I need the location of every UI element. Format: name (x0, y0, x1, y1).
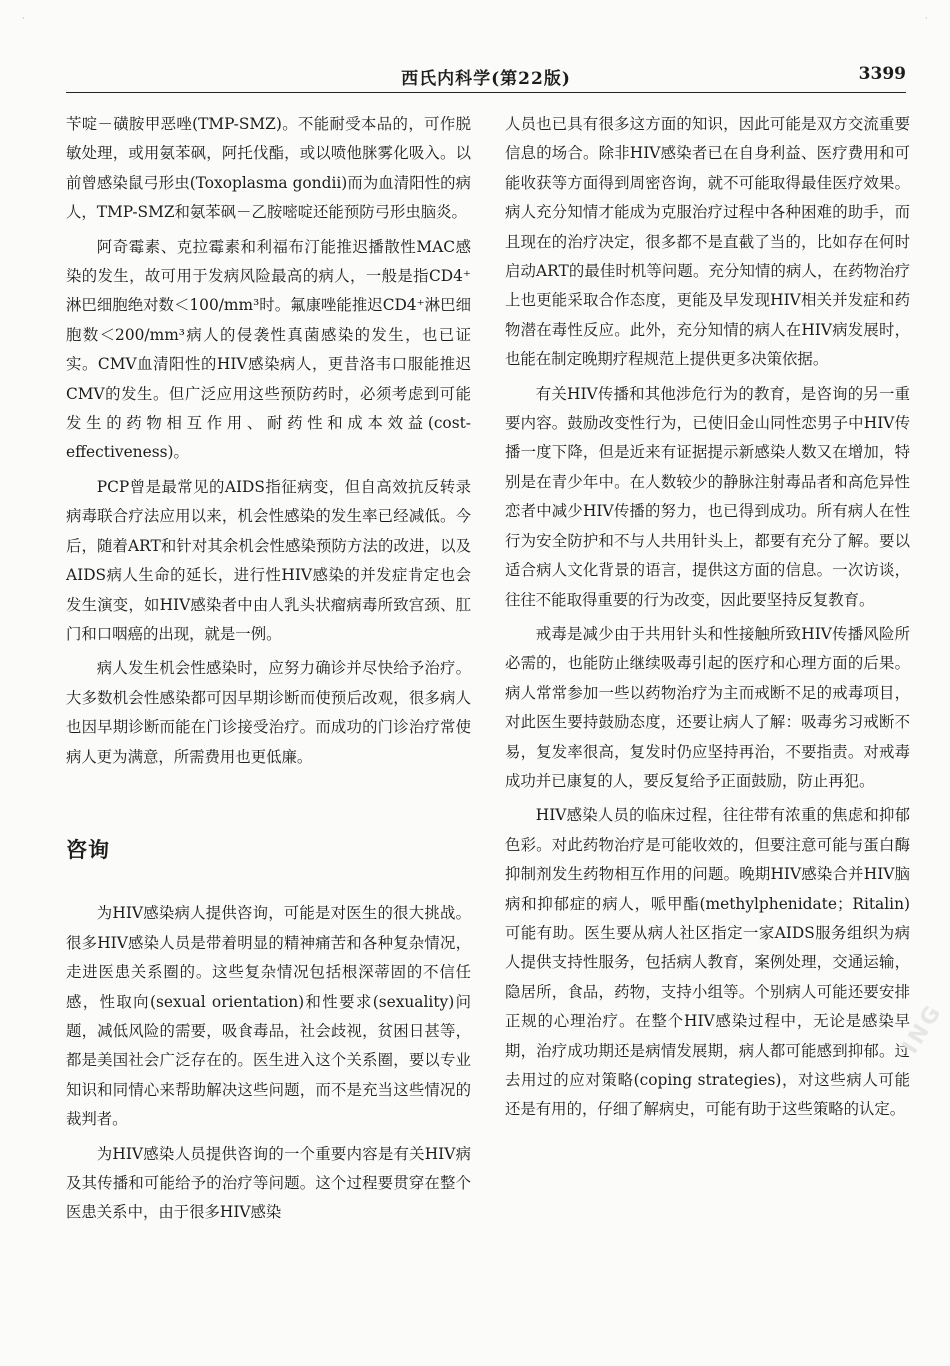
running-header (66, 64, 906, 90)
paragraph-mac-prophylaxis: 阿奇霉素、克拉霉素和利福布汀能推迟播散性MAC感染的发生，故可用于发病风险最高的病人，一般是指CD4⁺淋巴细胞绝对数＜100/mm³时。氟康唑能推迟CD4⁺淋巴细胞数＜200/mm³病人的侵袭性真菌感染的发生，也已证实。CMV血清阳性的HIV感染病人，更昔洛韦口服能推迟CMV的发生。但广泛应用这些预防药时，必须考虑到可能发生的药物相互作用、耐药性和成本效益(cost-effectiveness)。 (66, 237, 471, 462)
paragraph-counseling-content: 为HIV感染人员提供咨询的一个重要内容是有关HIV病及其传播和可能给予的治疗等问题。这个过程要贯穿在整个医患关系中，由于很多HIV感染 (66, 1144, 471, 1222)
book-title: 西氏内科学(第22版) (401, 69, 571, 89)
right-column (505, 110, 910, 1130)
scan-dot: · (22, 14, 25, 23)
paragraph-treatment: 病人发生机会性感染时，应努力确诊并尽快给予治疗。大多数机会性感染都可因早期诊断而使预后改观，很多病人也因早期诊断而能在门诊接受治疗。而成功的门诊治疗常使病人更为满意，所需费用也更低廉。 (66, 659, 471, 766)
paragraph-anxiety-depression: HIV感染人员的临床过程，往往带有浓重的焦虑和抑郁色彩。对此药物治疗是可能收效的，但要注意可能与蛋白酶抑制剂发生药物相互作用的问题。晚期HIV感染合并HIV脑病和抑郁症的病人，哌甲酯(methylphenidate；Ritalin)可能有助。医生要从病人社区指定一家AIDS服务组织为病人提供支持性服务，包括病人教育，案例处理，交通运输，隐居所，食品，药物，支持小组等。个别病人可能还要安排正规的心理治疗。在整个HIV感染过程中，无论是感染早期，治疗成功期还是病情发展期，病人都可能感到抑郁。过去用过的应对策略(coping strategies)，对这些病人可能还是有用的，仔细了解病史，可能有助于这些策略的认定。 (505, 806, 910, 1119)
page-number: 3399 (858, 64, 906, 84)
paragraph-prophylaxis-continued: 苄啶－磺胺甲恶唑(TMP-SMZ)。不能耐受本品的，可作脱敏处理，或用氨苯砜，阿托伐酯，或以喷他脒雾化吸入。以前曾感染鼠弓形虫(Toxoplasma gondii)而为血清阳性的病人，TMP-SMZ和氨苯砜－乙胺嘧啶还能预防弓形虫脑炎。 (66, 115, 471, 222)
section-heading-counseling: 咨询 (66, 837, 110, 862)
paragraph-informed-patient: 人员也已具有很多这方面的知识，因此可能是双方交流重要信息的场合。除非HIV感染者已在自身利益、医疗费用和可能收获等方面得到周密咨询，就不可能取得最佳医疗效果。病人充分知情才能成为克服治疗过程中各种困难的助手，而且现在的治疗决定，很多都不是直截了当的，比如存在何时启动ART的最佳时机等问题。充分知情的病人，在药物治疗上也更能采取合作态度，更能及早发现HIV相关并发症和药物潜在毒性反应。此外，充分知情的病人在HIV病发展时，也能在制定晚期疗程规范上提供更多决策依据。 (505, 115, 910, 369)
left-column (66, 110, 471, 1233)
scan-dot: · (925, 14, 928, 23)
paragraph-drug-rehab: 戒毒是减少由于共用针头和性接触所致HIV传播风险所必需的，也能防止继续吸毒引起的医疗和心理方面的后果。病人常常参加一些以药物治疗为主而戒断不足的戒毒项目，对此医生要持鼓励态度，还要让病人了解：吸毒劣习戒断不易，复发率很高，复发时仍应坚持再治，不要指责。对戒毒成功并已康复的人，要反复给予正面鼓励，防止再犯。 (505, 624, 910, 790)
paragraph-transmission-education: 有关HIV传播和其他涉危行为的教育，是咨询的另一重要内容。鼓励改变性行为，已使旧金山同性恋男子中HIV传播一度下降，但是近来有证据提示新感染人数又在增加，特别是在青少年中。在人数较少的静脉注射毒品者和高危异性恋者中减少HIV传播的努力，也已得到成功。所有病人在性行为安全防护和不与人共用针头上，都要有充分了解。要以适合病人文化背景的语言，提供这方面的信息。一次访谈，往往不能取得重要的行为改变，因此要坚持反复教育。 (505, 384, 910, 609)
paragraph-counseling-challenge: 为HIV感染病人提供咨询，可能是对医生的很大挑战。很多HIV感染人员是带着明显的精神痛苦和各种复杂情况，走进医患关系圈的。这些复杂情况包括根深蒂固的不信任感，性取向(sexual orientation)和性要求(sexuality)问题，减低风险的需要，吸食毒品，社会歧视，贫困日甚等，都是美国社会广泛存在的。医生进入这个关系圈，要以专业知识和同情心来帮助解决这些问题，而不是充当这些情况的裁判者。 (66, 904, 471, 1129)
watermark: ING (898, 999, 948, 1059)
paragraph-pcp: PCP曾是最常见的AIDS指征病变，但自高效抗反转录病毒联合疗法应用以来，机会性感染的发生率已经减低。今后，随着ART和针对其余机会性感染预防方法的改进，以及AIDS病人生命的延长，进行性HIV感染的并发症肯定也会发生演变，如HIV感染者中由人乳头状瘤病毒所致宫颈、肛门和口咽癌的出现，就是一例。 (66, 477, 471, 643)
header-rule (66, 92, 906, 93)
